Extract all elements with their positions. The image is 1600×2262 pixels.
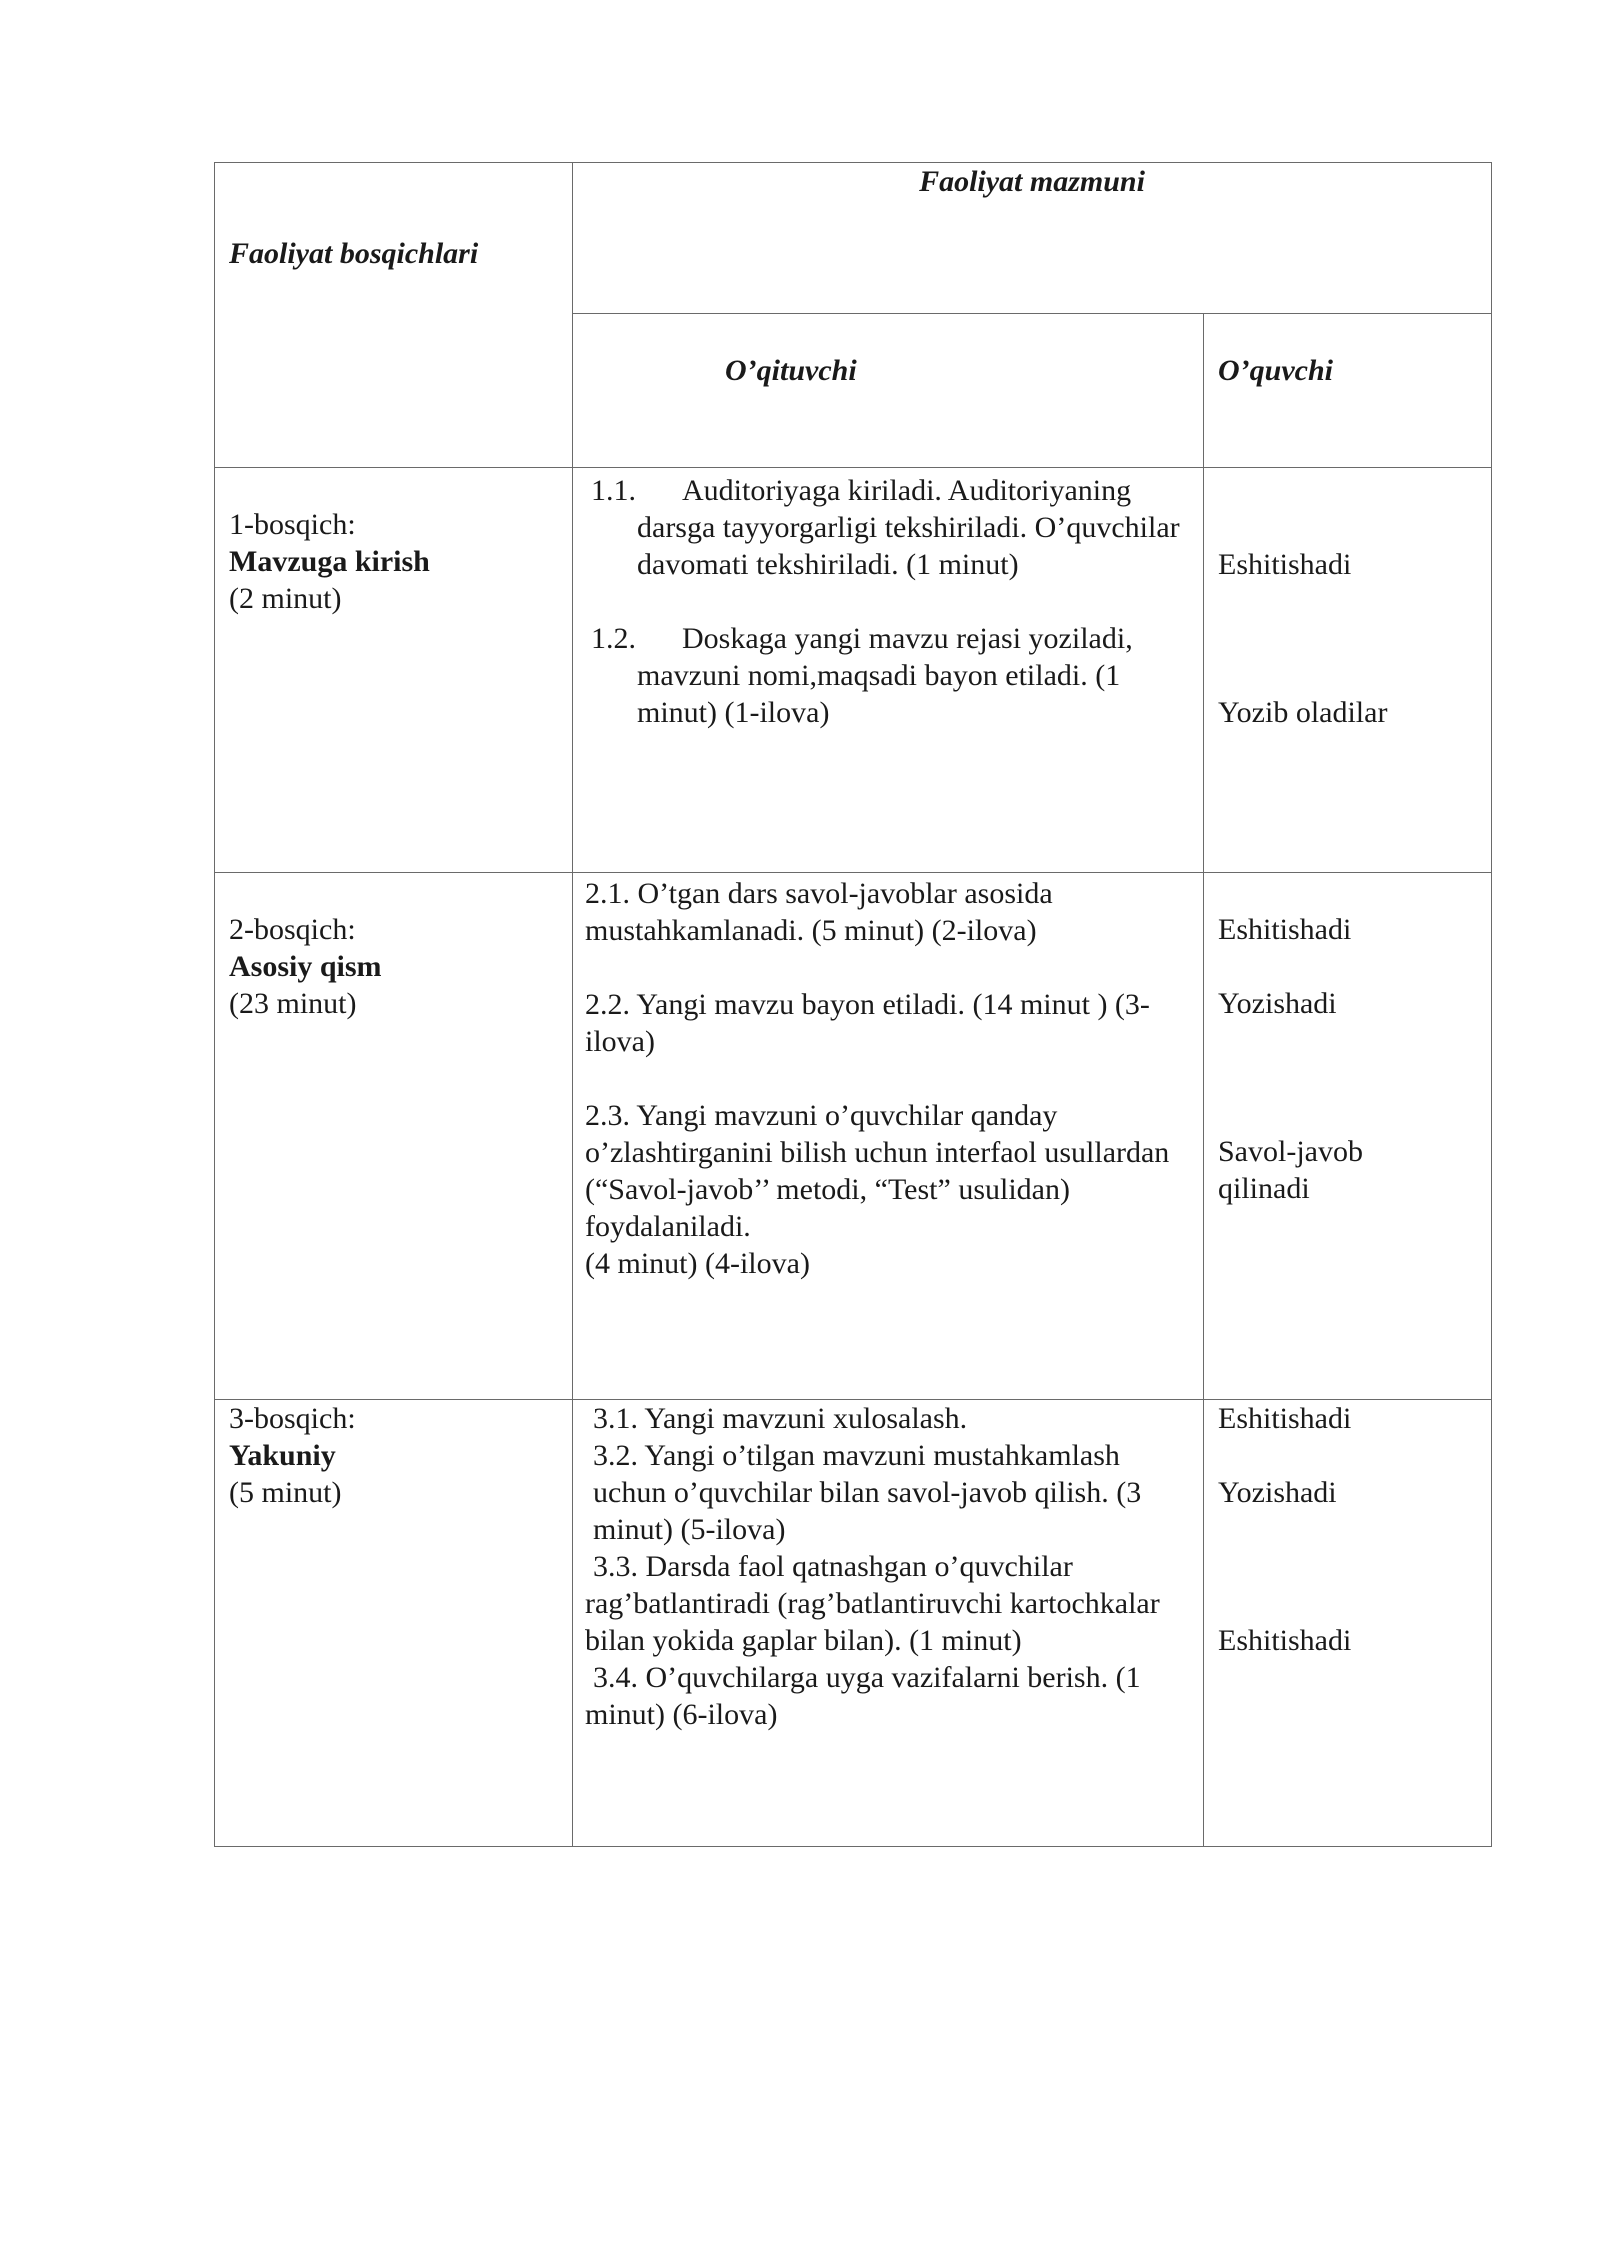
student-activity: Eshitishadi [1218,548,1352,581]
stage-cell [215,873,573,1400]
stage-time: (2 minut) [229,582,342,615]
header-teacher: O’qituvchi [725,354,857,387]
header-stages-cell [215,163,573,468]
student-activity: Eshitishadi [1218,1402,1352,1435]
teacher-item: 2.2. Yangi mavzu bayon etiladi. (14 minut ) (3-ilova) [585,988,1150,1058]
teacher-item: 3.1. Yangi mavzuni xulosalash. [593,1402,968,1435]
stage-name: Asosiy qism [229,950,382,983]
item-number: 1.2. [591,622,636,655]
stage-name: Yakuniy [229,1439,336,1472]
teacher-item [587,472,1195,583]
stage-label: 2-bosqich: [229,913,356,946]
table-row [215,873,1492,1400]
lesson-plan-table [214,162,1492,1847]
teacher-item [587,620,1195,731]
teacher-item: 2.1. O’tgan dars savol-javoblar asosida mustahkamlanadi. (5 minut) (2-ilova) [585,877,1053,947]
stage-time: (23 minut) [229,987,357,1020]
student-activity: Yozishadi [1218,987,1337,1020]
stage-label: 1-bosqich: [229,508,356,541]
student-activity: Yozishadi [1218,1476,1337,1509]
item-text: Auditoriyaga kiriladi. Auditoriyaning darsga tayyorgarligi tekshiriladi. O’quvchilar davomati tekshiriladi. (1 minut) [637,474,1180,581]
item-number: 1.1. [591,474,636,507]
teacher-item: 3.2. Yangi o’tilgan mavzuni mustahkamlash uchun o’quvchilar bilan savol-javob qilish. (3 minut) (5-ilova) [593,1439,1142,1546]
teacher-cell [573,1400,1204,1847]
stage-cell [215,1400,573,1847]
teacher-item: (4 minut) (4-ilova) [585,1247,810,1280]
header-student-cell [1204,314,1492,468]
item-text: Doskaga yangi mavzu rejasi yoziladi, mavzuni nomi,maqsadi bayon etiladi. (1 minut) (1-ilova) [637,622,1133,729]
header-content-cell [573,163,1492,314]
table-row [215,468,1492,873]
table-row [215,1400,1492,1847]
teacher-cell [573,873,1204,1400]
teacher-item: 3.3. Darsda faol qatnashgan o’quvchilar rag’batlantiradi (rag’batlantiruvchi kartochkalar bilan yokida gaplar bilan). (1 minut) [585,1550,1160,1657]
student-cell [1204,873,1492,1400]
header-teacher-cell [573,314,1204,468]
stage-name: Mavzuga kirish [229,545,430,578]
student-activity: Eshitishadi [1218,1624,1352,1657]
stage-cell [215,468,573,873]
student-activity: Savol-javob qilinadi [1218,1135,1363,1205]
student-cell [1204,468,1492,873]
student-cell [1204,1400,1492,1847]
header-stages: Faoliyat bosqichlari [229,237,479,270]
teacher-item: 2.3. Yangi mavzuni o’quvchilar qanday o’zlashtirganini bilish uchun interfaol usullardan (“Savol-javob’’ metodi, “Test” usulidan) foydalaniladi. [585,1099,1170,1243]
stage-label: 3-bosqich: [229,1402,356,1435]
stage-time: (5 minut) [229,1476,342,1509]
student-activity: Eshitishadi [1218,913,1352,946]
teacher-item: 3.4. O’quvchilarga uyga vazifalarni berish. (1 minut) (6-ilova) [585,1661,1141,1731]
header-student: O’quvchi [1218,354,1333,387]
student-activity: Yozib oladilar [1218,696,1388,729]
header-content: Faoliyat mazmuni [919,165,1145,198]
teacher-cell [573,468,1204,873]
